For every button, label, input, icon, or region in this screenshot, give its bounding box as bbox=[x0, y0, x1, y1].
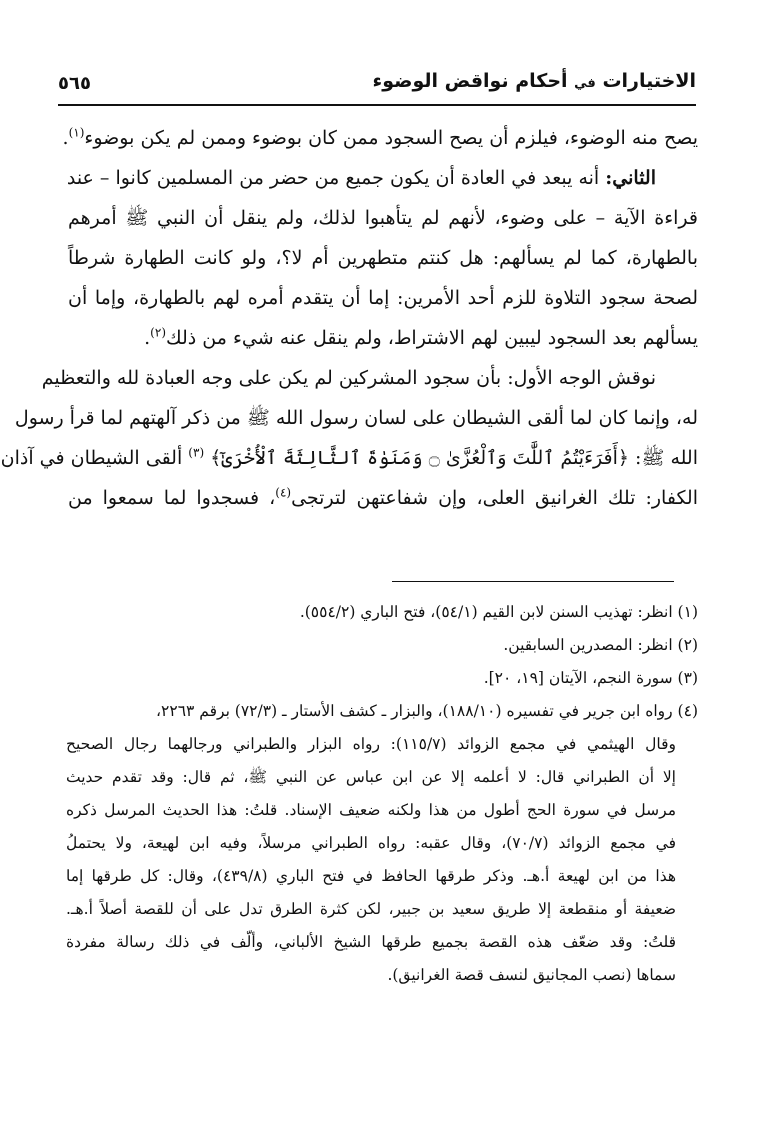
quran-quote: الله ﷺ: ﴿أَفَرَءَيْتُمُ ٱللَّٰتَ وَٱلْعُزَّىٰ ۝ وَمَنَوٰةَ ٱلثَّالِثَةَ ٱلْأُخْرَىٰٓ﴾ bbox=[210, 447, 698, 469]
footnote-4-line: في مجمع الزوائد (٧٠/٧)، وقال عقبه: رواه الطبراني مرسلاً، وفيه ابن لهيعة، ولا يحتملُ bbox=[66, 834, 676, 852]
body-line: الثاني: أنه يبعد في العادة أن يكون جميع من حضر من المسلمين كانوا – عند bbox=[66, 167, 656, 189]
footnote-4-line: قلتُ: وقد ضعّف هذه القصة بجميع طرقها الشيخ الألباني، وألّف في ذلك رسالة مفردة bbox=[66, 933, 676, 951]
footnote-marker: (٣) bbox=[188, 445, 205, 460]
footnote-4-line: هذا من ابن لهيعة أ.هـ. وذكر طرقها الحافظ في فتح الباري (٤٣٩/٨)، وقال: كل طرقها إما bbox=[66, 867, 676, 885]
footnote-marker: (١) bbox=[68, 125, 85, 140]
body-line: بالطهارة، كما لم يسألهم: هل كنتم متطهرين أم لا؟، ولو كانت الطهارة شرطاً bbox=[68, 247, 698, 269]
body-line: قراءة الآية – على وضوء، لأنهم لم يتأهبوا لذلك، ولم ينقل أن النبي ﷺ أمرهم bbox=[68, 207, 698, 229]
running-header bbox=[58, 66, 696, 98]
header-title-part3: أحكام نواقض الوضوء bbox=[372, 70, 568, 92]
footnotes bbox=[66, 596, 698, 992]
header-title bbox=[373, 67, 696, 98]
main-text bbox=[0, 118, 698, 518]
footnote-1: (١) انظر: تهذيب السنن لابن القيم (٥٤/١)، فتح الباري (٥٥٤/٢). bbox=[299, 603, 698, 621]
footnote-4-line: مرسل في سورة الحج أطول من هذا ولكنه ضعيف الإسناد. قلتُ: هذا الحديث المرسل ذكره bbox=[66, 801, 676, 819]
header-title-part1: الاختيارات bbox=[602, 70, 696, 92]
body-line: يصح منه الوضوء، فيلزم أن يصح السجود ممن كان بوضوء وممن لم يكن بوضوء$^{(١)}$. bbox=[62, 125, 698, 149]
footnote-marker: (٤) bbox=[275, 485, 292, 500]
page-number: ٥٦٥ bbox=[58, 73, 91, 94]
body-line: الله ﷺ: ﴿أَفَرَءَيْتُمُ ٱللَّٰتَ وَٱلْعُزَّىٰ ۝ وَمَنَوٰةَ ٱلثَّالِثَةَ ٱلْأُخْرَىٰٓ﴾ $^{(٣)}$ ألقى الشيطان في آذان bbox=[0, 445, 698, 469]
footnote-4-line: ضعيفة أو منقطعة إلا طريق سعيد بن جبير، لكن كثرة الطرق تدل على أن للقصة أصلاً أ.هـ. bbox=[66, 900, 676, 918]
body-line: الكفار: تلك الغرانيق العلى، وإن شفاعتهن لترتجى$^{(٤)}$، فسجدوا لما سمعوا من bbox=[68, 485, 698, 509]
body-line: له، وإنما كان لما ألقى الشيطان على لسان رسول الله ﷺ من ذكر آلهتهم لما قرأ رسول bbox=[14, 407, 698, 429]
point-label: الثاني: bbox=[605, 167, 656, 189]
footnote-4-line: سماها (نصب المجانيق لنسف قصة الغرانيق). bbox=[387, 966, 676, 984]
footnote-4-line: إلا أن الطبراني قال: لا أعلمه إلا عن ابن عباس عن النبي ﷺ، ثم قال: وقد تقدم حديث bbox=[66, 768, 676, 786]
footnote-4-line: وقال الهيثمي في مجمع الزوائد (١١٥/٧): رواه البزار والطبراني ورجالهما رجال الصحيح bbox=[66, 735, 677, 753]
footnote-3: (٣) سورة النجم، الآيتان [١٩، ٢٠]. bbox=[483, 669, 698, 687]
footnote-4: (٤) رواه ابن جرير في تفسيره (١٨٨/١٠)، والبزار ـ كشف الأستار ـ (٧٢/٣) برقم ٢٢٦٣، bbox=[156, 702, 698, 720]
footnote-separator bbox=[392, 581, 674, 582]
footnote-2: (٢) انظر: المصدرين السابقين. bbox=[503, 636, 698, 654]
header-title-part2: في bbox=[574, 76, 596, 91]
body-line: نوقش الوجه الأول: بأن سجود المشركين لم يكن على وجه العبادة لله والتعظيم bbox=[41, 367, 656, 389]
body-line: يسألهم بعد السجود ليبين لهم الاشتراط، ولم ينقل عنه شيء من ذلك$^{(٢)}$. bbox=[144, 325, 698, 349]
footnote-marker: (٢) bbox=[150, 325, 166, 340]
header-rule bbox=[58, 104, 696, 106]
body-line: لصحة سجود التلاوة للزم أحد الأمرين: إما أن يتقدم أمره لهم بالطهارة، وإما أن bbox=[68, 287, 698, 309]
